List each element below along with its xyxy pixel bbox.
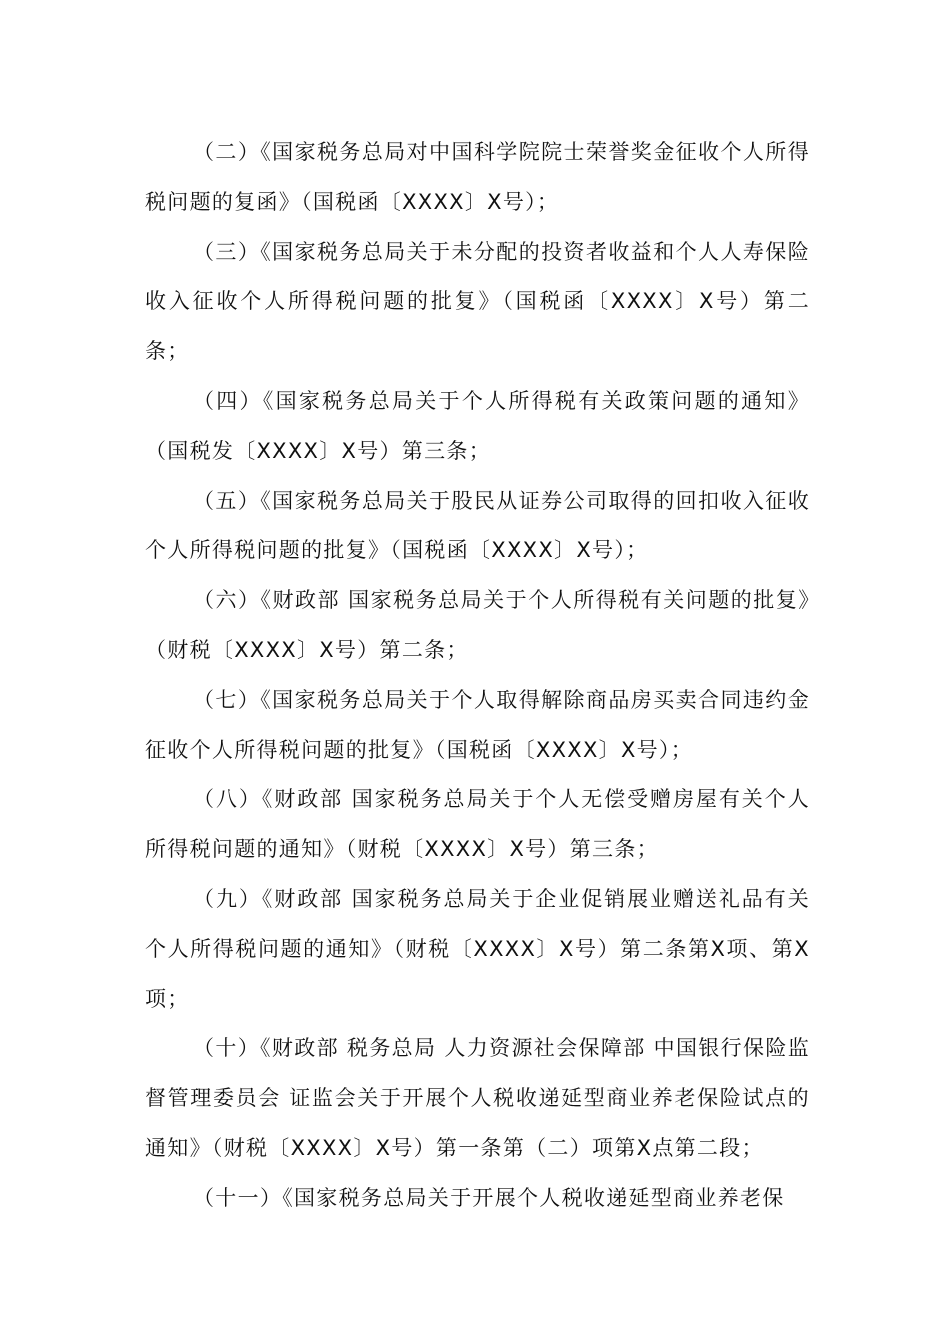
paragraph-item-9: （九）《财政部 国家税务总局关于企业促销展业赠送礼品有关个人所得税问题的通知》（财税〔XXXX〕X号）第二条第X项、第X项； — [145, 886, 810, 1011]
paragraph-item-6: （六）《财政部 国家税务总局关于个人所得税有关问题的批复》（财税〔XXXX〕X号）第二条； — [145, 588, 810, 662]
paragraph-item-7: （七）《国家税务总局关于个人取得解除商品房买卖合同违约金征收个人所得税问题的批复》（国税函〔XXXX〕X号）； — [145, 687, 810, 762]
paragraph-item-3: （三）《国家税务总局关于未分配的投资者收益和个人人寿保险收入征收个人所得税问题的批复》（国税函〔XXXX〕X号）第二条； — [145, 239, 810, 364]
paragraph-item-4: （四）《国家税务总局关于个人所得税有关政策问题的通知》（国税发〔XXXX〕X号）第三条； — [145, 388, 810, 463]
paragraph-item-10: （十）《财政部 税务总局 人力资源社会保障部 中国银行保险监督管理委员会 证监会关于开展个人税收递延型商业养老保险试点的通知》（财税〔XXXX〕X号）第一条第（二）项第X点第二段； — [145, 1036, 810, 1160]
document-body — [145, 128, 810, 1224]
paragraph-item-5: （五）《国家税务总局关于股民从证券公司取得的回扣收入征收个人所得税问题的批复》（国税函〔XXXX〕X号）； — [145, 488, 810, 563]
paragraph-item-11: （十一）《国家税务总局关于开展个人税收递延型商业养老保 — [193, 1185, 785, 1210]
paragraph-item-2: （二）《国家税务总局对中国科学院院士荣誉奖金征收个人所得税问题的复函》（国税函〔XXXX〕X号）； — [145, 140, 810, 214]
paragraph-item-8: （八）《财政部 国家税务总局关于个人无偿受赠房屋有关个人所得税问题的通知》（财税〔XXXX〕X号）第三条； — [145, 787, 810, 862]
